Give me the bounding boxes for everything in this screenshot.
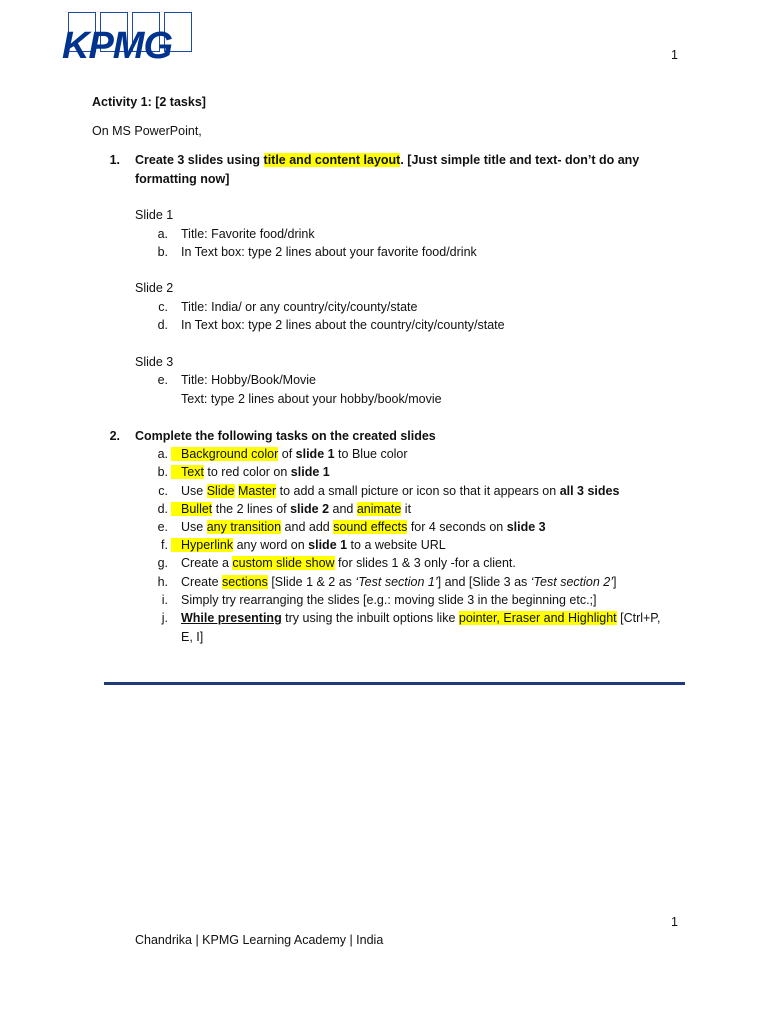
text: Use	[181, 484, 207, 498]
text: try using the inbuilt options like	[281, 611, 459, 625]
list-item-letter: j.	[161, 611, 168, 625]
text: Create	[181, 575, 222, 589]
text: of	[278, 447, 296, 461]
text: to red color on	[203, 465, 291, 479]
list-item	[181, 520, 546, 534]
italic-text: ‘Test section 2’	[530, 575, 614, 589]
list-item	[181, 575, 617, 589]
list-item-letter: i.	[161, 593, 168, 607]
text: ]	[613, 575, 617, 589]
list-item-continued: E, I]	[181, 630, 204, 644]
list-item-letter: a.	[157, 227, 168, 241]
highlight: custom slide show	[232, 556, 335, 570]
task1-line2: formatting now]	[135, 172, 230, 186]
list-item-letter: c.	[158, 300, 168, 314]
list-item-letter: c.	[158, 484, 168, 498]
list-item: In Text box: type 2 lines about the country/city/county/state	[181, 318, 505, 332]
bold-text: slide 1	[295, 447, 335, 461]
highlight: sections	[222, 575, 268, 589]
kpmg-logo	[0, 0, 210, 70]
list-item	[171, 538, 446, 552]
list-item-letter: e.	[157, 373, 168, 387]
highlight: pointer, Eraser and Highlight	[458, 611, 617, 625]
bold-underline-text: While presenting	[181, 611, 282, 625]
highlight: sound effects	[333, 520, 408, 534]
italic-text: ‘Test section 1’	[355, 575, 438, 589]
task1-post: . [Just simple title and text- don’t do any	[400, 153, 640, 167]
highlight: Hyperlink	[171, 538, 233, 552]
list-item	[171, 465, 330, 479]
list-item	[181, 556, 516, 570]
text: and add	[281, 520, 334, 534]
list-item-letter: h.	[157, 575, 168, 589]
slide1-label: Slide 1	[135, 208, 174, 222]
text: for 4 seconds on	[407, 520, 507, 534]
list-item: Simply try rearranging the slides [e.g.: moving slide 3 in the beginning etc.;]	[181, 593, 597, 607]
page-number-bottom: 1	[671, 915, 678, 929]
slide2-label: Slide 2	[135, 281, 174, 295]
task1-pre: Create 3 slides using	[135, 153, 264, 167]
footer-text: Chandrika | KPMG Learning Academy | India	[135, 933, 384, 947]
list-item-letter: b.	[157, 465, 168, 479]
text: to add a small picture or icon so that it appears on	[276, 484, 560, 498]
highlight: any transition	[206, 520, 282, 534]
section-divider	[104, 682, 685, 685]
text: any word on	[233, 538, 309, 552]
text: it	[401, 502, 412, 516]
task2-number: 2.	[109, 429, 120, 443]
page-number-top: 1	[671, 48, 678, 62]
list-item-letter: f.	[161, 538, 168, 552]
task2-heading: Complete the following tasks on the created slides	[135, 429, 436, 443]
text: to a website URL	[347, 538, 446, 552]
text: [Slide 1 & 2 as	[267, 575, 356, 589]
highlight: Bullet	[171, 502, 212, 516]
task1-line1	[135, 153, 639, 167]
task1-number: 1.	[109, 153, 120, 167]
bold-text: slide 1	[290, 465, 330, 479]
list-item-letter: d.	[157, 502, 168, 516]
text: to Blue color	[334, 447, 408, 461]
list-item	[181, 484, 619, 498]
list-item-letter: a.	[157, 447, 168, 461]
slide3-label: Slide 3	[135, 355, 174, 369]
bold-text: all 3 sides	[559, 484, 620, 498]
bold-text: slide 2	[290, 502, 330, 516]
list-item	[171, 447, 408, 461]
bold-text: slide 1	[308, 538, 348, 552]
list-item-letter: d.	[157, 318, 168, 332]
list-item: Title: India/ or any country/city/county/state	[181, 300, 418, 314]
activity-heading: Activity 1: [2 tasks]	[92, 95, 206, 109]
activity-intro: On MS PowerPoint,	[92, 124, 202, 138]
logo-text: KPMG	[62, 25, 172, 67]
list-item: Text: type 2 lines about your hobby/book/movie	[181, 392, 442, 406]
text: the 2 lines of	[212, 502, 291, 516]
text: ] and [Slide 3 as	[437, 575, 531, 589]
task1-highlight: title and content layout	[263, 153, 401, 167]
highlight: Slide	[206, 484, 235, 498]
text: [Ctrl+P,	[616, 611, 661, 625]
highlight: Master	[237, 484, 277, 498]
bold-text: slide 3	[506, 520, 546, 534]
list-item-letter: b.	[157, 245, 168, 259]
list-item	[171, 502, 411, 516]
list-item-letter: g.	[157, 556, 168, 570]
text: Create a	[181, 556, 233, 570]
highlight: animate	[356, 502, 402, 516]
list-item: Title: Hobby/Book/Movie	[181, 373, 317, 387]
text: and	[329, 502, 357, 516]
highlight: Background color	[171, 447, 278, 461]
list-item-letter: e.	[157, 520, 168, 534]
text: for slides 1 & 3 only -for a client.	[334, 556, 516, 570]
highlight: Text	[171, 465, 204, 479]
list-item: In Text box: type 2 lines about your favorite food/drink	[181, 245, 477, 259]
list-item	[181, 611, 661, 625]
list-item: Title: Favorite food/drink	[181, 227, 315, 241]
text: Use	[181, 520, 207, 534]
